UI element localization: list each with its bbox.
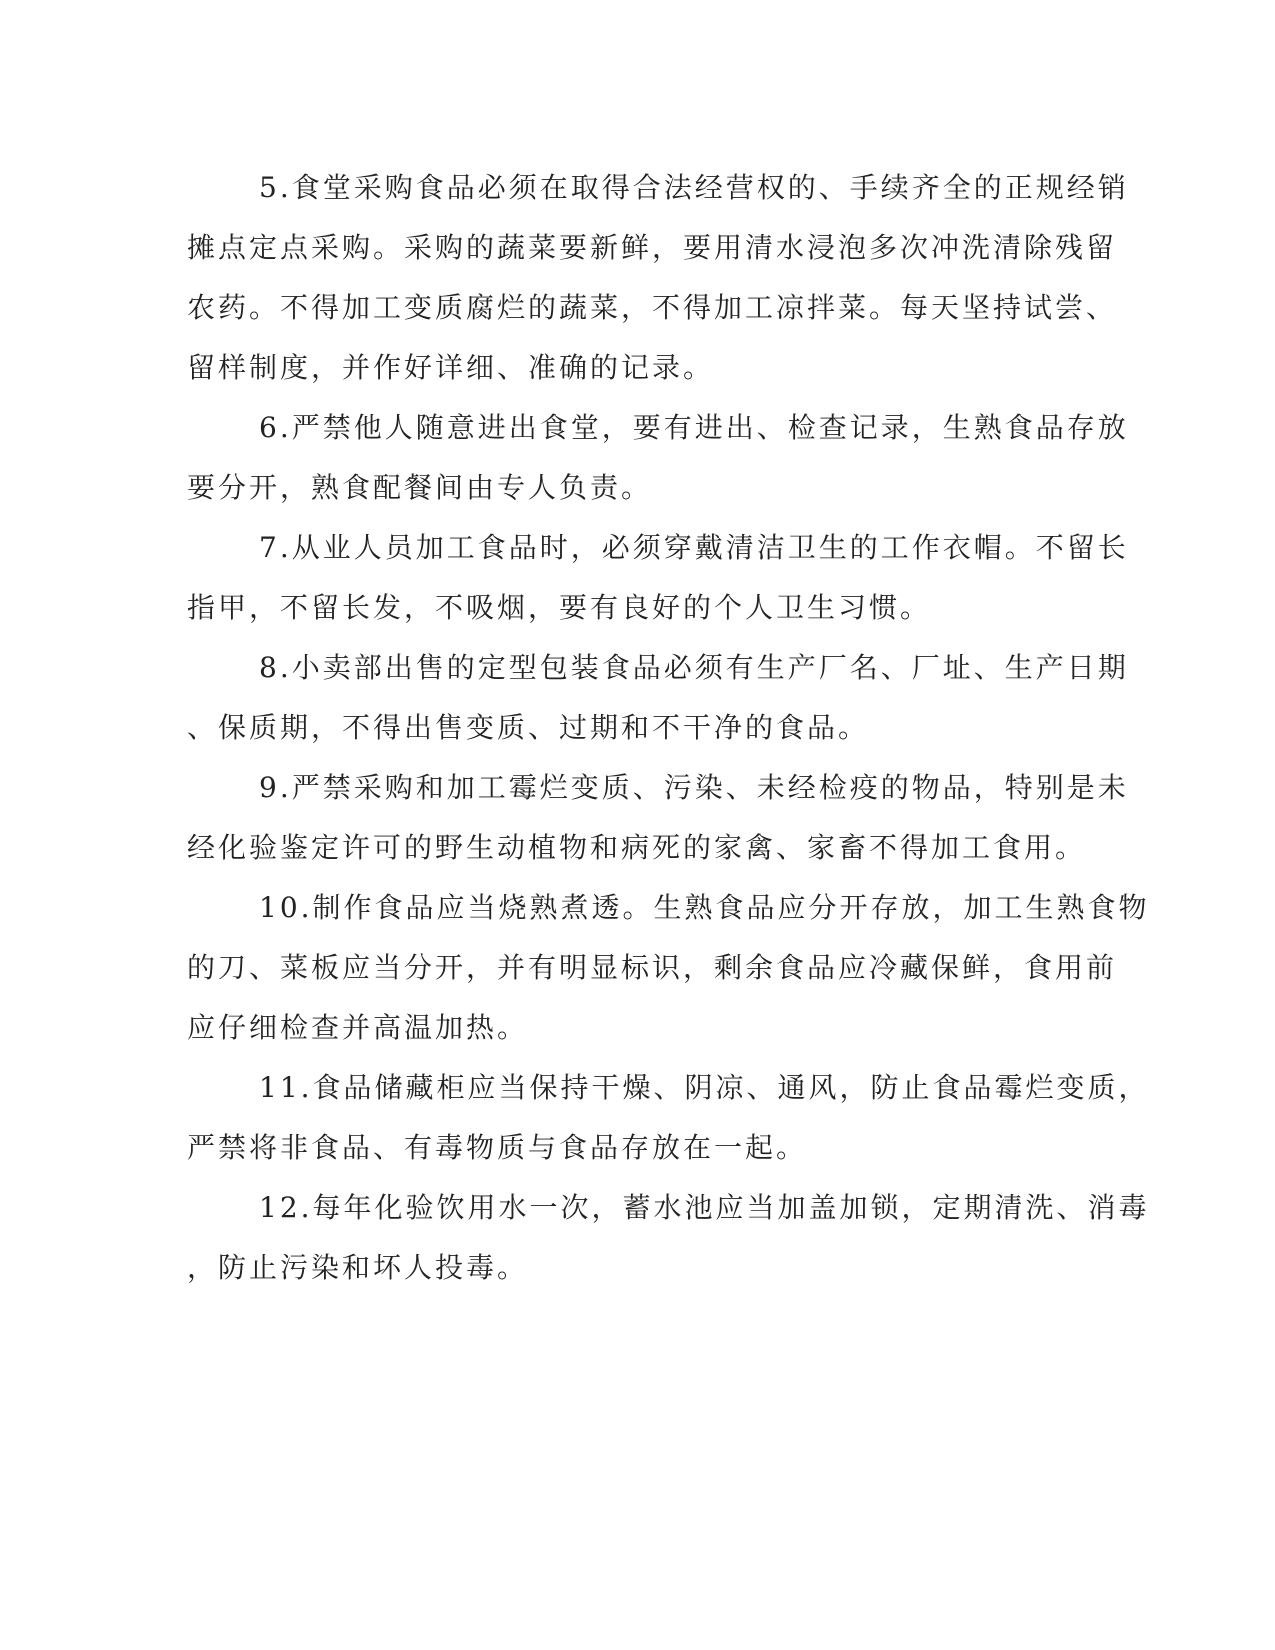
paragraph-line: 、保质期，不得出售变质、过期和不干净的食品。: [187, 711, 870, 744]
paragraph-12: [187, 1178, 1150, 1298]
paragraph-line: 6.严禁他人随意进出食堂，要有进出、检查记录，生熟食品存放: [259, 411, 1129, 444]
paragraph-line: 9.严禁采购和加工霉烂变质、污染、未经检疫的物品，特别是未: [259, 771, 1129, 804]
paragraph-6: [187, 398, 1129, 518]
paragraph-line: 经化验鉴定许可的野生动植物和病死的家禽、家畜不得加工食用。: [187, 831, 1087, 864]
paragraph-line: 12.每年化验饮用水一次，蓄水池应当加盖加锁，定期清洗、消毒: [259, 1191, 1150, 1224]
paragraph-line: 的刀、菜板应当分开，并有明显标识，剩余食品应冷藏保鲜，食用前: [187, 951, 1118, 984]
paragraph-11: [187, 1058, 1150, 1178]
paragraph-9: [187, 758, 1129, 878]
document-body: [187, 158, 1150, 1298]
paragraph-line: 10.制作食品应当烧熟煮透。生熟食品应分开存放，加工生熟食物: [259, 891, 1150, 924]
paragraph-line: 农药。不得加工变质腐烂的蔬菜，不得加工凉拌菜。每天坚持试尝、: [187, 291, 1118, 324]
paragraph-line: 严禁将非食品、有毒物质与食品存放在一起。: [187, 1131, 808, 1164]
paragraph-line: 摊点定点采购。采购的蔬菜要新鲜，要用清水浸泡多次冲洗清除残留: [187, 231, 1118, 264]
paragraph-line: 11.食品储藏柜应当保持干燥、阴凉、通风，防止食品霉烂变质，: [259, 1071, 1150, 1104]
paragraph-10: [187, 878, 1150, 1058]
paragraph-line: 8.小卖部出售的定型包装食品必须有生产厂名、厂址、生产日期: [259, 651, 1129, 684]
paragraph-line: 指甲，不留长发，不吸烟，要有良好的个人卫生习惯。: [187, 591, 932, 624]
paragraph-line: 5.食堂采购食品必须在取得合法经营权的、手续齐全的正规经销: [259, 171, 1129, 204]
paragraph-5: [187, 158, 1129, 398]
paragraph-line: 7.从业人员加工食品时，必须穿戴清洁卫生的工作衣帽。不留长: [259, 531, 1129, 564]
paragraph-line: 留样制度，并作好详细、准确的记录。: [187, 351, 715, 384]
paragraph-line: 要分开，熟食配餐间由专人负责。: [187, 471, 653, 504]
paragraph-line: ，防止污染和坏人投毒。: [187, 1251, 529, 1284]
paragraph-8: [187, 638, 1129, 758]
paragraph-7: [187, 518, 1129, 638]
paragraph-line: 应仔细检查并高温加热。: [187, 1011, 529, 1044]
